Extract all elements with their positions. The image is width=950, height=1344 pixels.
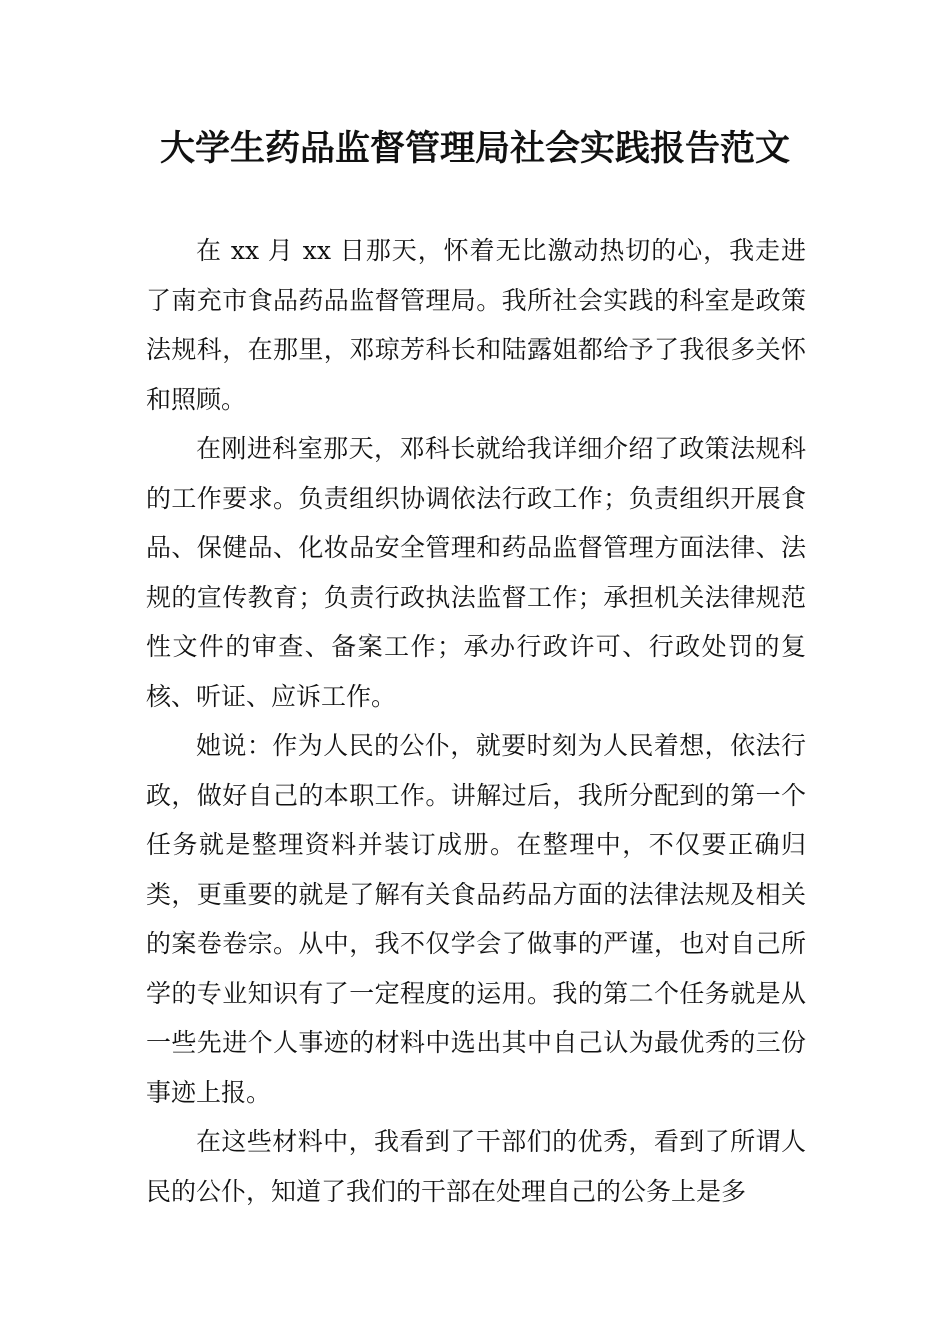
paragraph-1: 在 xx 月 xx 日那天，怀着无比激动热切的心，我走进了南充市食品药品监督管理局。我所社会实践的科室是政策法规科，在那里，邓琼芳科长和陆露姐都给予了我很多关怀和照顾。 bbox=[146, 236, 806, 414]
paragraph-2: 在刚进科室那天，邓科长就给我详细介绍了政策法规科的工作要求。负责组织协调依法行政工作；负责组织开展食品、保健品、化妆品安全管理和药品监督管理方面法律、法规的宣传教育；负责行政执法监督工作；承担机关法律规范性文件的审查、备案工作；承办行政许可、行政处罚的复核、听证、应诉工作。 bbox=[146, 434, 806, 711]
document-body bbox=[146, 226, 806, 1216]
paragraph-4: 在这些材料中，我看到了干部们的优秀，看到了所谓人民的公仆，知道了我们的干部在处理自己的公务上是多 bbox=[146, 1127, 806, 1206]
document-title: 大学生药品监督管理局社会实践报告范文 bbox=[159, 129, 790, 169]
paragraph-3: 她说：作为人民的公仆，就要时刻为人民着想，依法行政，做好自己的本职工作。讲解过后，我所分配到的第一个任务就是整理资料并装订成册。在整理中，不仅要正确归类，更重要的就是了解有关食品药品方面的法律法规及相关的案卷卷宗。从中，我不仅学会了做事的严谨，也对自己所学的专业知识有了一定程度的运用。我的第二个任务就是从一些先进个人事迹的材料中选出其中自己认为最优秀的三份事迹上报。 bbox=[146, 731, 806, 1107]
